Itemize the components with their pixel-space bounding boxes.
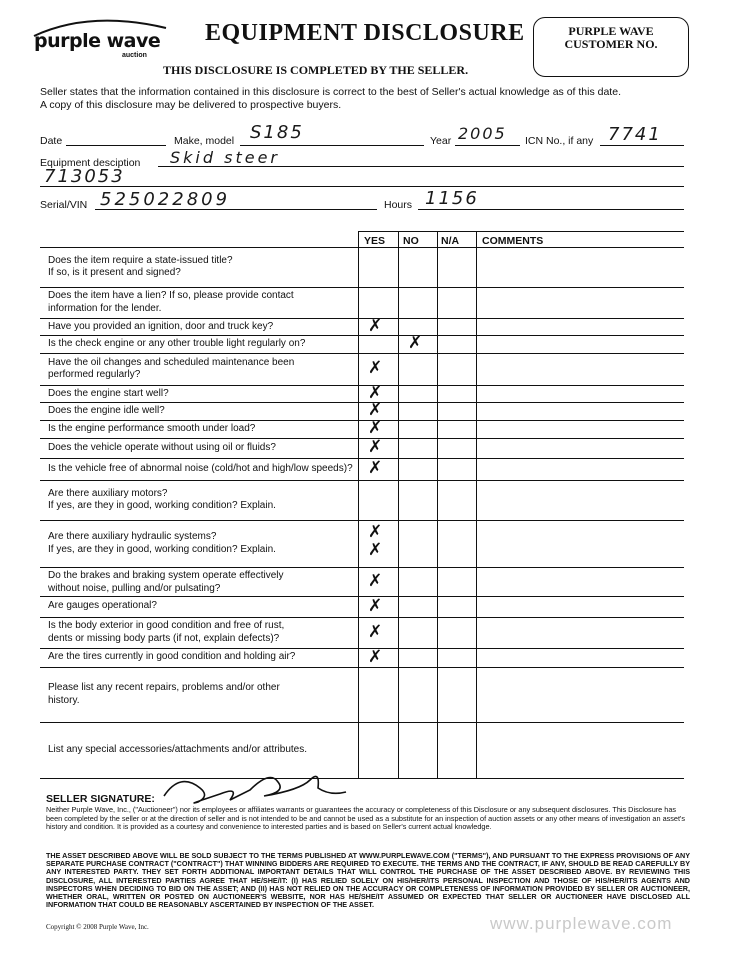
date-field[interactable] [66, 145, 166, 146]
hours-field[interactable] [418, 209, 684, 210]
no-checkbox-cell[interactable] [399, 459, 437, 480]
no-checkbox-cell[interactable] [399, 403, 437, 420]
check-mark-icon: ✗ [368, 418, 383, 438]
year-label: Year [430, 135, 452, 147]
yes-checkbox-cell[interactable] [359, 336, 398, 353]
question-text: Is the check engine or any other trouble light regularly on? [48, 338, 306, 349]
na-checkbox-cell[interactable] [438, 618, 476, 648]
question-text: Does the vehicle operate without using oil or fluids? [48, 441, 276, 453]
no-checkbox-cell[interactable] [399, 668, 437, 722]
no-checkbox-cell[interactable] [399, 723, 437, 778]
question-text: Does the item require a state-issued title? If so, is it present and signed? [48, 254, 233, 278]
check-mark-icon: ✗ [368, 646, 383, 667]
question-text: Does the item have a lien? If so, please provide contact information for the lender. [48, 290, 294, 314]
check-mark-icon: ✗ [408, 333, 423, 353]
copyright-text: Copyright © 2008 Purple Wave, Inc. [46, 923, 149, 931]
hours-label: Hours [384, 199, 413, 211]
check-mark-icon: ✗ [368, 540, 383, 560]
check-mark-icon: ✗ [368, 382, 383, 403]
no-checkbox-cell[interactable] [399, 568, 437, 596]
page-subtitle: THIS DISCLOSURE IS COMPLETED BY THE SELLER. [163, 63, 469, 77]
check-mark-icon: ✗ [368, 400, 383, 420]
date-label: Date [40, 135, 63, 147]
question-text: Does the engine start well? [48, 388, 169, 399]
no-checkbox-cell[interactable] [399, 386, 437, 402]
na-checkbox-cell[interactable] [438, 386, 476, 402]
no-checkbox-cell[interactable] [399, 649, 437, 667]
logo-text: purple wave [34, 30, 161, 52]
description-label: Equipment desciption [40, 157, 141, 169]
question-text: Are gauges operational? [48, 600, 157, 612]
watermark-text: www.purplewave.com [490, 914, 673, 933]
no-checkbox-cell[interactable] [399, 439, 437, 458]
year-value: 2005 [458, 124, 507, 143]
logo-subtext: auction [122, 52, 147, 59]
na-checkbox-cell[interactable] [438, 597, 476, 617]
yes-checkbox-cell[interactable] [359, 723, 398, 778]
yes-checkbox-cell[interactable] [359, 481, 398, 520]
question-text: List any special accessories/attachments and/or attributes. [48, 743, 308, 755]
table-column-divider [476, 231, 477, 778]
question-text: Please list any recent repairs, problems and/or other history. [48, 682, 280, 706]
table-header-line [358, 231, 684, 232]
seller-signature-label: SELLER SIGNATURE: [46, 793, 155, 805]
intro-text [40, 86, 690, 112]
make-field[interactable] [240, 145, 424, 146]
icn-label: ICN No., if any [525, 135, 594, 147]
description-value: Skid steer [170, 148, 280, 167]
terms-text: THE ASSET DESCRIBED ABOVE WILL BE SOLD SUBJECT TO THE TERMS PUBLISHED AT WWW.PURPLEWAVE.COM ("TERMS"), AND PURSUANT TO THE EXPRESS PROVISIONS OF ANY SEPARATE PURCHASE CONTRACT ("CONTRACT") THAT WINNING BIDDERS ARE REQUIRED TO EXECUTE. THE TERMS AND THE CONTRACT, IF ANY, SHOULD BE READ CAREFULLY BY ANY INTERESTED PARTY. THEY SET FORTH ADDITIONAL IMPORTANT DETAILS THAT WILL CONTROL THE PURCHASE OF THE ASSET DESCRIBED ABOVE. BY REVIEWING THIS DISCLOSURE, ALL INTERESTED PARTIES AGREE THAT HE/SHE/IT: (I) HAS RELIED SOLELY ON HIS/HER/ITS PERSONAL INSPECTION AND THOSE OF HIS/HER/ITS AGENTS AND INSPECTORS WHEN DECIDING TO BID ON THE ASSET; AND (II) HAS NOT RELIED ON THE ACCURACY OR COMPLETENESS OF INFORMATION PROVIDED BY SELLER OR AUCTIONEER, WHETHER ORAL, WRITTEN OR POSTED ON AUCTIONEER'S WEBSITE, NOR HAS HE/SHE/IT ASSUMED OR EXPECTED THAT SELLER OR AUCTIONEER HAVE DISCLOSED ALL INFORMATION THAT COULD BE REASONABLY ASCERTAINED BY INSPECTION OF THE ASSET. [46, 851, 690, 910]
signature-scribble-icon[interactable] [160, 766, 350, 810]
check-mark-icon: ✗ [368, 522, 383, 542]
na-checkbox-cell[interactable] [438, 723, 476, 778]
check-mark-icon: ✗ [368, 437, 383, 457]
check-mark-icon: ✗ [368, 315, 383, 336]
question-text: Does the engine idle well? [48, 405, 165, 416]
na-checkbox-cell[interactable] [438, 354, 476, 385]
na-checkbox-cell[interactable] [438, 568, 476, 596]
na-checkbox-cell[interactable] [438, 439, 476, 458]
na-checkbox-cell[interactable] [438, 481, 476, 520]
comments-column-header: COMMENTS [482, 235, 544, 247]
yes-checkbox-cell[interactable] [359, 248, 398, 287]
intro-line2: A copy of this disclosure may be delivered to prospective buyers. [40, 99, 342, 111]
year-field[interactable] [455, 145, 520, 146]
serial-label: Serial/VIN [40, 199, 88, 211]
check-mark-icon: ✗ [368, 458, 383, 478]
question-text: Are the tires currently in good condition and holding air? [48, 651, 296, 663]
customer-box-label [534, 18, 688, 51]
yes-checkbox-cell[interactable] [359, 668, 398, 722]
question-text: Do the brakes and braking system operate effectively without noise, pulling and/or pulsating? [48, 570, 284, 594]
no-checkbox-cell[interactable] [399, 288, 437, 318]
icn-field[interactable] [600, 145, 684, 146]
disclaimer-text: Neither Purple Wave, Inc., ("Auctioneer") nor its employees or affiliates warrants or guarantees the accuracy or completeness of this Disclosure or any subsequent disclosures. This Disclosure has been completed by the seller or at the direction of seller and is not intended to be and cannot be used as a substitute for an inspection of auction assets or any other means of investigation an asset's history and condition. It is provided as a courtesy and convenience to interested parties and is based on Seller's current actual knowledge. [46, 805, 686, 832]
check-mark-icon: ✗ [368, 358, 383, 378]
make-value: S185 [250, 122, 304, 143]
table-row-divider [40, 778, 684, 779]
no-checkbox-cell[interactable] [399, 597, 437, 617]
no-checkbox-cell[interactable] [399, 481, 437, 520]
check-mark-icon: ✗ [368, 621, 383, 642]
customer-number-box[interactable] [533, 17, 689, 77]
na-checkbox-cell[interactable] [438, 403, 476, 420]
no-checkbox-cell[interactable] [399, 354, 437, 385]
na-checkbox-cell[interactable] [438, 459, 476, 480]
na-checkbox-cell[interactable] [438, 336, 476, 353]
no-column-header: NO [403, 235, 419, 247]
na-column-header: N/A [441, 235, 460, 247]
yes-checkbox-cell[interactable] [359, 288, 398, 318]
hours-value: 1156 [425, 188, 479, 209]
no-checkbox-cell[interactable] [399, 248, 437, 287]
no-checkbox-cell[interactable] [399, 521, 437, 567]
na-checkbox-cell[interactable] [438, 668, 476, 722]
serial-value: 525022809 [100, 189, 231, 210]
question-text: Have the oil changes and scheduled maintenance been performed regularly? [48, 356, 295, 380]
icn-value: 7741 [608, 124, 662, 145]
description-field-2[interactable] [40, 186, 684, 187]
question-text: Are there auxiliary hydraulic systems? If yes, are they in good, working condition? Explain. [48, 531, 276, 555]
customer-box-line1: PURPLE WAVE [568, 24, 654, 38]
check-mark-icon: ✗ [368, 595, 383, 616]
customer-box-line2: CUSTOMER NO. [564, 37, 658, 51]
question-text: Is the engine performance smooth under load? [48, 423, 256, 434]
question-text: Is the body exterior in good condition and free of rust, dents or missing body parts (if not, explain defects)? [48, 620, 285, 644]
na-checkbox-cell[interactable] [438, 248, 476, 287]
yes-column-header: YES [364, 235, 386, 247]
make-label: Make, model [174, 135, 235, 147]
page-title: EQUIPMENT DISCLOSURE [205, 20, 525, 46]
question-text: Have you provided an ignition, door and truck key? [48, 321, 274, 332]
no-checkbox-cell[interactable] [399, 618, 437, 648]
na-checkbox-cell[interactable] [438, 421, 476, 438]
description-value-2: 713053 [44, 166, 125, 187]
na-checkbox-cell[interactable] [438, 521, 476, 567]
no-checkbox-cell[interactable] [399, 421, 437, 438]
na-checkbox-cell[interactable] [438, 288, 476, 318]
intro-line1: Seller states that the information contained in this disclosure is correct to the best of Seller's actual knowledge as of this date. [40, 86, 621, 98]
question-text: Are there auxiliary motors? If yes, are they in good, working condition? Explain. [48, 487, 276, 511]
check-mark-icon: ✗ [368, 570, 383, 591]
na-checkbox-cell[interactable] [438, 649, 476, 667]
question-text: Is the vehicle free of abnormal noise (cold/hot and high/low speeds)? [48, 462, 353, 474]
na-checkbox-cell[interactable] [438, 319, 476, 335]
